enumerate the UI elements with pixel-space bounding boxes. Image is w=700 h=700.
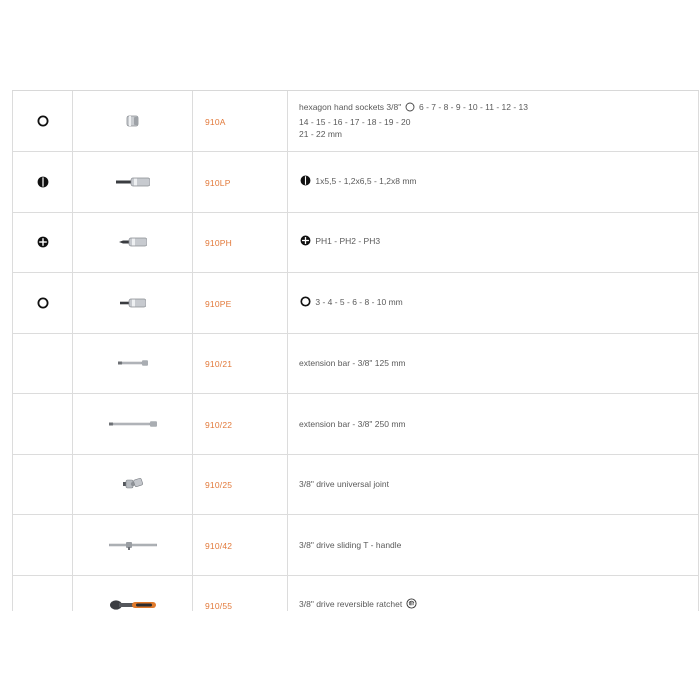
symbol-cell (13, 212, 73, 273)
slotted-screw-icon (37, 176, 49, 188)
description-cell (288, 91, 699, 152)
table-row (13, 91, 699, 152)
circle-outline-icon (37, 115, 49, 127)
description: 3/8" drive sliding T - handle (299, 539, 402, 550)
reversible-ratchet-image (110, 596, 156, 611)
tool-image-cell (73, 333, 193, 394)
description-cell (288, 212, 699, 273)
table-row (13, 273, 699, 334)
table-row (13, 575, 699, 611)
code-cell (193, 515, 288, 576)
description: extension bar - 3/8" 250 mm (299, 418, 406, 429)
sliding-t-handle-image (109, 536, 157, 553)
description-sizes-line3: 21 - 22 mm (299, 129, 342, 140)
description (299, 175, 698, 190)
tool-set-table (12, 91, 699, 611)
description-cell (288, 454, 699, 515)
code-cell (193, 212, 288, 273)
universal-joint-image (123, 475, 143, 492)
circle-outline-small-icon (300, 296, 311, 311)
code-cell (193, 454, 288, 515)
phillips-bit-socket-image (119, 233, 147, 250)
tool-image-cell (73, 394, 193, 455)
product-table (12, 90, 699, 611)
description-cell (288, 515, 699, 576)
description (299, 101, 698, 141)
symbol-cell (13, 91, 73, 152)
description-cell (288, 333, 699, 394)
description (299, 598, 698, 611)
description-sizes: 6 - 7 - 8 - 9 - 10 - 11 - 12 - 13 (419, 102, 528, 113)
hex-bit-socket-image (120, 294, 146, 311)
description-sizes: 1x5,5 - 1,2x6,5 - 1,2x8 mm (315, 175, 417, 186)
description-cell (288, 152, 699, 213)
product-code[interactable]: 910/25 (205, 480, 233, 491)
symbol-cell (13, 575, 73, 611)
code-cell (193, 91, 288, 152)
code-cell (193, 273, 288, 334)
long-extension-bar-image (109, 415, 157, 432)
table-row (13, 212, 699, 273)
ratchet-badge-icon (406, 598, 417, 611)
product-code[interactable]: 910/22 (205, 419, 233, 430)
symbol-cell (13, 273, 73, 334)
code-cell (193, 394, 288, 455)
table-row (13, 152, 699, 213)
tool-image-cell (73, 152, 193, 213)
description-cell (288, 575, 699, 611)
description: extension bar - 3/8" 125 mm (299, 358, 406, 368)
symbol-cell (13, 394, 73, 455)
product-code[interactable]: 910LP (205, 177, 231, 188)
symbol-cell (13, 454, 73, 515)
symbol-cell (13, 333, 73, 394)
code-cell (193, 152, 288, 213)
circle-outline-small-icon (405, 102, 415, 116)
product-code[interactable]: 910/55 (205, 601, 233, 611)
phillips-screw-small-icon (300, 235, 311, 250)
description-cell (288, 394, 699, 455)
description-sizes: PH1 - PH2 - PH3 (315, 236, 381, 246)
description (299, 296, 698, 311)
description (299, 235, 698, 250)
product-code[interactable]: 910PH (205, 238, 232, 249)
short-extension-bar-image (118, 354, 148, 371)
description-text: hexagon hand sockets 3/8" (299, 102, 402, 113)
product-code[interactable]: 910/21 (205, 359, 233, 370)
tool-image-cell (73, 575, 193, 611)
tool-image-cell (73, 91, 193, 152)
description: 3/8" drive universal joint (299, 479, 389, 489)
table-row (13, 454, 699, 515)
tool-image-cell (73, 515, 193, 576)
code-cell (193, 333, 288, 394)
description-text: 3/8" drive reversible ratchet (299, 599, 403, 609)
description-sizes-line2: 14 - 15 - 16 - 17 - 18 - 19 - 20 (299, 116, 411, 127)
product-code[interactable]: 910A (205, 117, 226, 127)
code-cell (193, 575, 288, 611)
table-row (13, 515, 699, 576)
tool-image-cell (73, 454, 193, 515)
product-code[interactable]: 910/42 (205, 540, 233, 551)
table-row (13, 394, 699, 455)
tool-image-cell (73, 273, 193, 334)
product-code[interactable]: 910PE (205, 298, 232, 309)
description-sizes: 3 - 4 - 5 - 6 - 8 - 10 mm (315, 296, 403, 307)
phillips-screw-icon (37, 236, 49, 248)
symbol-cell (13, 152, 73, 213)
table-row (13, 333, 699, 394)
hex-socket-image (125, 112, 141, 129)
description-cell (288, 273, 699, 334)
slotted-screw-small-icon (300, 175, 311, 190)
tool-image-cell (73, 212, 193, 273)
symbol-cell (13, 515, 73, 576)
circle-outline-icon (37, 297, 49, 309)
slotted-bit-socket-image (116, 173, 150, 190)
